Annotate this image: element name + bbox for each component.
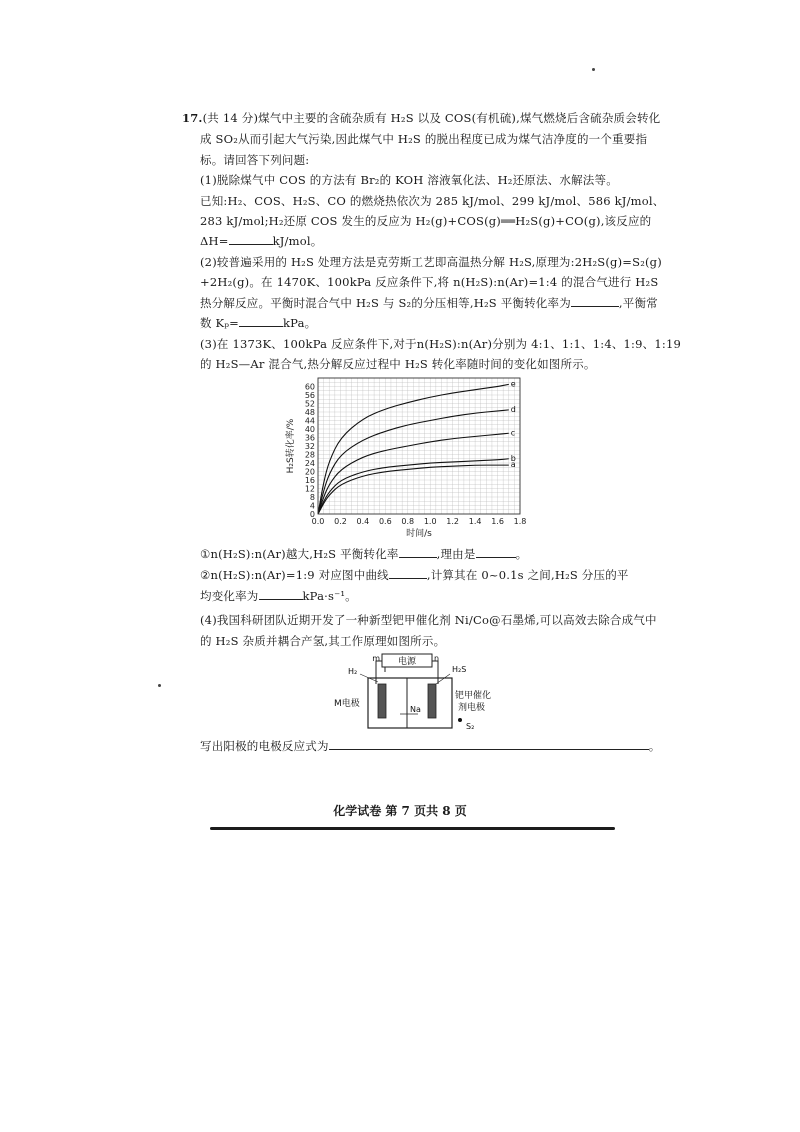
x-tick-label: 1.8 xyxy=(513,517,527,526)
y-tick-label: 44 xyxy=(304,416,315,426)
x-tick-label: 1.0 xyxy=(423,517,437,526)
dh-unit: kJ/mol。 xyxy=(272,234,323,248)
sub1-text: ①n(H₂S):n(Ar)越大,H₂S 平衡转化率 xyxy=(200,547,399,561)
wire-right-down xyxy=(432,661,438,684)
x-tick-label: 0.6 xyxy=(378,517,392,526)
curve-label-b: b xyxy=(510,453,516,463)
y-tick-label: 24 xyxy=(304,459,315,468)
curve-answer-blank[interactable] xyxy=(389,578,427,579)
y-tick-label: 48 xyxy=(304,408,315,417)
y-tick-label: 0 xyxy=(309,510,315,519)
part3-line-1: (3)在 1373K、100kPa 反应条件下,对于n(H₂S):n(Ar)分别为 4:1、1:1、1:4、1:9、1:19 xyxy=(200,337,681,351)
power-label: 电源 xyxy=(397,657,417,667)
x-tick-label: 1.6 xyxy=(491,517,504,526)
m-electrode xyxy=(378,684,386,718)
y-tick-label: 32 xyxy=(304,442,315,451)
x-axis-ticks xyxy=(312,517,527,526)
part1-dh-line xyxy=(200,233,650,249)
anode-reaction-blank[interactable] xyxy=(329,749,649,750)
sub2-text: ②n(H₂S):n(Ar)=1:9 对应图中曲线 xyxy=(200,568,389,582)
y-tick-label: 40 xyxy=(304,425,315,434)
q17-line-2: 成 SO₂从而引起大气污染,因此煤气中 H₂S 的脱出程度已成为煤气洁净度的一个重要指 xyxy=(200,132,648,146)
part4-line-2: 的 H₂S 杂质并耦合产氢,其工作原理如图所示。 xyxy=(200,634,446,648)
y-tick-label: 12 xyxy=(304,484,315,494)
part2-line-2: +2H₂(g)。在 1470K、100kPa 反应条件下,将 n(H₂S):n(Ar)=1:4 的混合气进行 H₂S xyxy=(200,275,659,289)
membrane-label: Na xyxy=(410,705,421,714)
part1-line-1: (1)脱除煤气中 COS 的方法有 Br₂的 KOH 溶液氧化法、H₂还原法、水解法等。 xyxy=(200,173,618,187)
dh-label: ΔH= xyxy=(200,234,229,248)
sub2-line-1 xyxy=(200,567,650,583)
reason-answer-blank[interactable] xyxy=(476,557,516,558)
s2-label: S₂ xyxy=(466,722,475,731)
curve-label-c: c xyxy=(510,428,516,438)
q17-line-1 xyxy=(182,110,661,126)
conversion-answer-blank[interactable] xyxy=(571,306,619,307)
q17-text: (共 14 分)煤气中主要的含硫杂质有 H₂S 以及 COS(有机硫),煤气燃烧后含硫杂质会转化 xyxy=(202,111,661,125)
h2-label: H₂ xyxy=(348,667,358,676)
rate-answer-blank[interactable] xyxy=(259,599,303,600)
part2-text: 热分解反应。平衡时混合气中 H₂S 与 S₂的分压相等,H₂S 平衡转化率为 xyxy=(200,296,571,310)
kp-unit: kPa。 xyxy=(282,316,317,330)
y-axis-ticks xyxy=(305,383,315,520)
wire-left-down xyxy=(376,661,382,684)
scan-speck xyxy=(592,68,595,71)
terminal-m-label: m xyxy=(372,654,380,663)
sub2-text: 均变化率为 xyxy=(200,589,259,603)
part2-line-1: (2)较普遍采用的 H₂S 处理方法是克劳斯工艺即高温热分解 H₂S,原理为:2H₂S(g)=S₂(g) xyxy=(200,255,662,269)
h2s-label: H₂S xyxy=(452,665,467,674)
final-question-line xyxy=(200,738,660,754)
x-tick-label: 1.2 xyxy=(446,517,460,526)
catalyst-label-1: 钯甲催化 xyxy=(455,691,492,701)
catalyst-electrode xyxy=(428,684,436,718)
conversion-chart xyxy=(280,370,540,540)
y-tick-label: 56 xyxy=(304,391,315,400)
sulfur-dot xyxy=(458,718,462,722)
m-electrode-label: M电极 xyxy=(334,699,360,709)
bottom-rule xyxy=(210,827,615,830)
part3-line-2: 的 H₂S—Ar 混合气,热分解反应过程中 H₂S 转化率随时间的变化如图所示。 xyxy=(200,357,596,371)
y-tick-label: 8 xyxy=(309,493,315,502)
sub1-answer-blank[interactable] xyxy=(399,557,437,558)
y-tick-label: 20 xyxy=(304,467,315,477)
x-tick-label: 0.2 xyxy=(334,517,347,526)
q17-line-3: 标。请回答下列问题: xyxy=(200,153,310,167)
kp-answer-blank[interactable] xyxy=(239,326,283,327)
y-tick-label: 36 xyxy=(304,433,315,443)
question-number: 17. xyxy=(182,111,203,125)
final-question-text: 。 xyxy=(648,739,661,753)
curve-label-e: e xyxy=(510,379,516,389)
final-question-text: 写出阳极的电极反应式为 xyxy=(200,739,329,753)
scan-speck xyxy=(158,684,161,687)
part1-line-3: 283 kJ/mol;H₂还原 COS 发生的反应为 H₂(g)+COS(g)══H₂S(g)+CO(g),该反应的 xyxy=(200,214,652,228)
dh-answer-blank[interactable] xyxy=(229,244,273,245)
sub2-line-2 xyxy=(200,588,650,604)
y-axis-label: H₂S转化率/% xyxy=(286,418,296,474)
part2-line-4 xyxy=(200,315,650,331)
y-tick-label: 16 xyxy=(304,476,315,485)
x-tick-label: 0.8 xyxy=(401,517,415,526)
catalyst-label-2: 剂电极 xyxy=(458,703,486,713)
y-tick-label: 28 xyxy=(304,450,315,460)
kp-label: 数 Kₚ= xyxy=(200,316,239,330)
sub1-text: ,理由是 xyxy=(436,547,476,561)
terminal-n-label: n xyxy=(434,654,440,663)
x-axis-label: 时间/s xyxy=(406,529,432,539)
part2-text: ,平衡常 xyxy=(618,296,658,310)
part1-line-2: 已知:H₂、COS、H₂S、CO 的燃烧热依次为 285 kJ/mol、299 kJ/mol、586 kJ/mol、 xyxy=(200,194,665,208)
sub1-line xyxy=(200,546,650,562)
x-tick-label: 1.4 xyxy=(468,517,482,526)
sub1-text: 。 xyxy=(515,547,528,561)
curve-label-d: d xyxy=(510,404,516,414)
x-tick-label: 0.0 xyxy=(311,517,325,526)
curve-label-a: a xyxy=(510,460,516,470)
electrolysis-diagram xyxy=(330,652,520,732)
y-tick-label: 4 xyxy=(309,501,315,511)
chart-grid xyxy=(318,378,520,514)
page-footer: 化学试卷 第 7 页共 8 页 xyxy=(333,804,467,818)
part2-line-3 xyxy=(200,295,658,311)
x-tick-label: 0.4 xyxy=(356,517,370,526)
sub2-text: ,计算其在 0~0.1s 之间,H₂S 分压的平 xyxy=(426,568,629,582)
sub2-text: kPa·s⁻¹。 xyxy=(302,589,357,603)
y-tick-label: 60 xyxy=(304,382,315,392)
part4-line-1: (4)我国科研团队近期开发了一种新型钯甲催化剂 Ni/Co@石墨烯,可以高效去除合成气中 xyxy=(200,613,657,627)
y-tick-label: 52 xyxy=(304,399,315,409)
